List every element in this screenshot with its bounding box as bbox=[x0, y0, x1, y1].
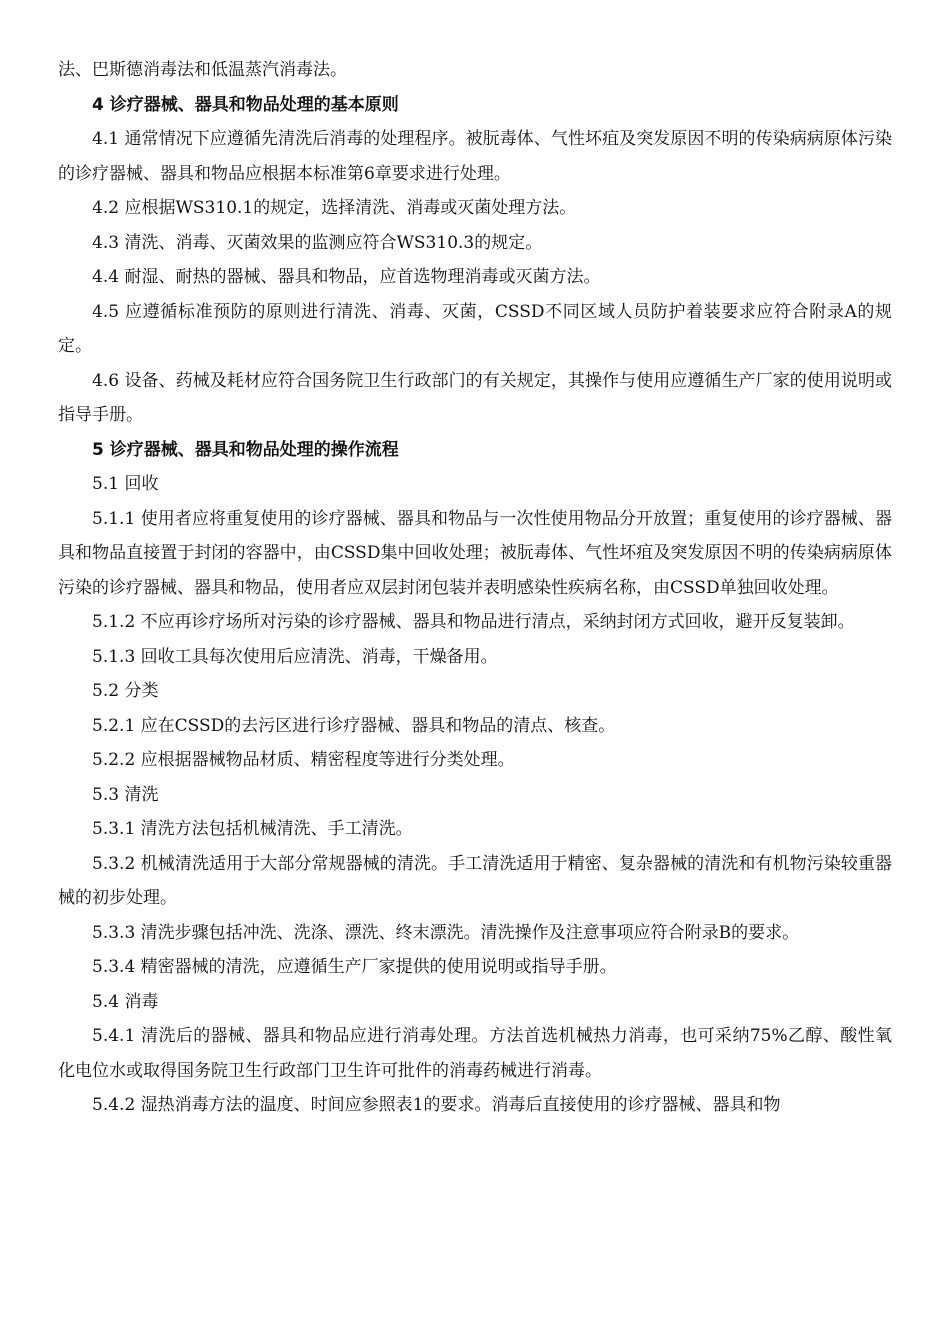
paragraph-4-4: 4.4 耐湿、耐热的器械、器具和物品，应首选物理消毒或灭菌方法。 bbox=[92, 267, 601, 287]
paragraph-5-3-2: 5.3.2 机械清洗适用于大部分常规器械的清洗。手工清洗适用于精密、复杂器械的清洗和有机物污染较重器械的初步处理。 bbox=[58, 853, 892, 908]
section-heading-5: 5 诊疗器械、器具和物品处理的操作流程 bbox=[92, 439, 399, 460]
paragraph-5-4-1: 5.4.1 清洗后的器械、器具和物品应进行消毒处理。方法首选机械热力消毒，也可采纳75%乙醇、酸性氧化电位水或取得国务院卫生行政部门卫生许可批件的消毒药械进行消毒。 bbox=[58, 1026, 892, 1081]
paragraph-4-3: 4.3 清洗、消毒、灭菌效果的监测应符合WS310.3的规定。 bbox=[92, 232, 543, 253]
paragraph-5-1-1: 5.1.1 使用者应将重复使用的诊疗器械、器具和物品与一次性使用物品分开放置；重复使用的诊疗器械、器具和物品直接置于封闭的容器中，由CSSD集中回收处理；被朊毒体、气性坏疽及突发原因不明的传染病病原体污染的诊疗器械、器具和物品，使用者应双层封闭包装并表明感染性疾病名称，由CSSD单独回收处理。 bbox=[58, 508, 892, 598]
paragraph-4-2: 4.2 应根据WS310.1的规定，选择清洗、消毒或灭菌处理方法。 bbox=[92, 198, 577, 218]
subsection-5-2: 5.2 分类 bbox=[92, 681, 159, 701]
paragraph-5-1-2: 5.1.2 不应再诊疗场所对污染的诊疗器械、器具和物品进行清点，采纳封闭方式回收，避开反复装卸。 bbox=[92, 612, 855, 632]
paragraph-5-3-3: 5.3.3 清洗步骤包括冲洗、洗涤、漂洗、终末漂洗。清洗操作及注意事项应符合附录B的要求。 bbox=[92, 922, 800, 943]
subsection-5-4: 5.4 消毒 bbox=[92, 991, 159, 1012]
paragraph-5-4-2: 5.4.2 湿热消毒方法的温度、时间应参照表1的要求。消毒后直接使用的诊疗器械、器具和物 bbox=[92, 1095, 781, 1115]
paragraph-4-1: 4.1 通常情况下应遵循先清洗后消毒的处理程序。被朊毒体、气性坏疽及突发原因不明的传染病病原体污染的诊疗器械、器具和物品应根据本标准第6章要求进行处理。 bbox=[58, 129, 892, 184]
subsection-5-1: 5.1 回收 bbox=[92, 474, 159, 494]
paragraph-4-5: 4.5 应遵循标准预防的原则进行清洗、消毒、灭菌，CSSD不同区域人员防护着装要求应符合附录A的规定。 bbox=[58, 301, 892, 356]
subsection-5-3: 5.3 清洗 bbox=[92, 784, 159, 805]
paragraph-4-6: 4.6 设备、药械及耗材应符合国务院卫生行政部门的有关规定，其操作与使用应遵循生产厂家的使用说明或指导手册。 bbox=[58, 370, 892, 425]
section-heading-4: 4 诊疗器械、器具和物品处理的基本原则 bbox=[92, 94, 399, 115]
paragraph-5-1-3: 5.1.3 回收工具每次使用后应清洗、消毒，干燥备用。 bbox=[92, 646, 498, 667]
paragraph-5-3-4: 5.3.4 精密器械的清洗，应遵循生产厂家提供的使用说明或指导手册。 bbox=[92, 957, 617, 977]
document-page bbox=[58, 53, 892, 1123]
paragraph-5-2-2: 5.2.2 应根据器械物品材质、精密程度等进行分类处理。 bbox=[92, 750, 515, 770]
paragraph-5-3-1: 5.3.1 清洗方法包括机械清洗、手工清洗。 bbox=[92, 819, 413, 839]
paragraph-5-2-1: 5.2.1 应在CSSD的去污区进行诊疗器械、器具和物品的清点、核查。 bbox=[92, 715, 616, 736]
paragraph-continuation: 法、巴斯德消毒法和低温蒸汽消毒法。 bbox=[58, 60, 347, 80]
